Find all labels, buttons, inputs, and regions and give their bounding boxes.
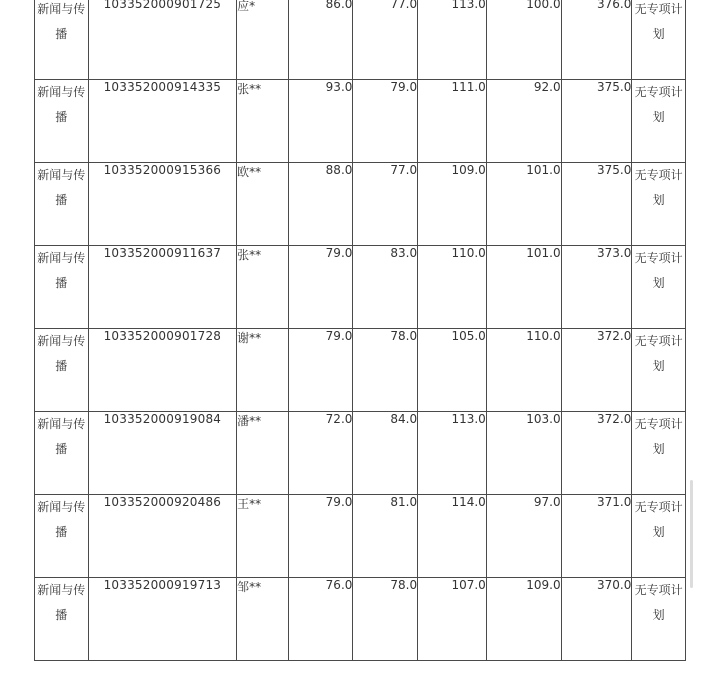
total-score-cell: 376.0 [561, 0, 632, 80]
special-plan-cell: 无专项计划 [632, 412, 686, 495]
total-score-cell: 370.0 [561, 578, 632, 661]
score-subject-two-cell: 110.0 [486, 329, 561, 412]
score-foreign-language-cell: 78.0 [353, 329, 418, 412]
scrollbar[interactable] [690, 480, 693, 588]
score-subject-one-cell: 111.0 [418, 80, 487, 163]
score-subject-one-cell: 105.0 [418, 329, 487, 412]
score-subject-two-cell: 103.0 [486, 412, 561, 495]
total-score-cell: 373.0 [561, 246, 632, 329]
candidate-name-cell: 潘** [237, 412, 289, 495]
score-politics-cell: 93.0 [288, 80, 353, 163]
table-row [35, 163, 686, 246]
score-subject-two-cell: 97.0 [486, 495, 561, 578]
table-row [35, 578, 686, 661]
score-politics-cell: 86.0 [288, 0, 353, 80]
special-plan-cell: 无专项计划 [632, 80, 686, 163]
score-foreign-language-cell: 84.0 [353, 412, 418, 495]
special-plan-cell: 无专项计划 [632, 329, 686, 412]
special-plan-cell: 无专项计划 [632, 246, 686, 329]
total-score-cell: 371.0 [561, 495, 632, 578]
table-row [35, 329, 686, 412]
total-score-cell: 372.0 [561, 412, 632, 495]
total-score-cell: 375.0 [561, 163, 632, 246]
candidate-id-cell: 103352000901728 [88, 329, 237, 412]
score-subject-one-cell: 113.0 [418, 0, 487, 80]
score-politics-cell: 79.0 [288, 329, 353, 412]
score-subject-one-cell: 109.0 [418, 163, 487, 246]
special-plan-cell: 无专项计划 [632, 0, 686, 80]
major-cell: 新闻与传播 [35, 329, 89, 412]
score-subject-one-cell: 107.0 [418, 578, 487, 661]
score-subject-one-cell: 113.0 [418, 412, 487, 495]
candidate-name-cell: 欧** [237, 163, 289, 246]
score-foreign-language-cell: 79.0 [353, 80, 418, 163]
score-subject-two-cell: 101.0 [486, 246, 561, 329]
candidate-name-cell: 邹** [237, 578, 289, 661]
special-plan-cell: 无专项计划 [632, 495, 686, 578]
score-foreign-language-cell: 81.0 [353, 495, 418, 578]
score-politics-cell: 76.0 [288, 578, 353, 661]
candidate-id-cell: 103352000919084 [88, 412, 237, 495]
major-cell: 新闻与传播 [35, 412, 89, 495]
score-politics-cell: 72.0 [288, 412, 353, 495]
candidate-id-cell: 103352000919713 [88, 578, 237, 661]
table-row [35, 495, 686, 578]
candidate-id-cell: 103352000915366 [88, 163, 237, 246]
candidate-name-cell: 应* [237, 0, 289, 80]
major-cell: 新闻与传播 [35, 246, 89, 329]
major-cell: 新闻与传播 [35, 80, 89, 163]
score-foreign-language-cell: 77.0 [353, 163, 418, 246]
score-foreign-language-cell: 78.0 [353, 578, 418, 661]
table-row [35, 246, 686, 329]
score-foreign-language-cell: 83.0 [353, 246, 418, 329]
candidate-id-cell: 103352000914335 [88, 80, 237, 163]
table-body [35, 0, 686, 661]
score-foreign-language-cell: 77.0 [353, 0, 418, 80]
special-plan-cell: 无专项计划 [632, 578, 686, 661]
candidate-name-cell: 张** [237, 246, 289, 329]
major-cell: 新闻与传播 [35, 578, 89, 661]
candidate-id-cell: 103352000901725 [88, 0, 237, 80]
total-score-cell: 372.0 [561, 329, 632, 412]
score-subject-one-cell: 110.0 [418, 246, 487, 329]
score-subject-one-cell: 114.0 [418, 495, 487, 578]
candidate-id-cell: 103352000911637 [88, 246, 237, 329]
score-subject-two-cell: 101.0 [486, 163, 561, 246]
candidate-id-cell: 103352000920486 [88, 495, 237, 578]
table-row [35, 80, 686, 163]
admission-score-table [34, 0, 686, 661]
major-cell: 新闻与传播 [35, 163, 89, 246]
score-subject-two-cell: 92.0 [486, 80, 561, 163]
score-subject-two-cell: 100.0 [486, 0, 561, 80]
candidate-name-cell: 谢** [237, 329, 289, 412]
score-politics-cell: 79.0 [288, 495, 353, 578]
table-row [35, 0, 686, 80]
special-plan-cell: 无专项计划 [632, 163, 686, 246]
total-score-cell: 375.0 [561, 80, 632, 163]
score-politics-cell: 79.0 [288, 246, 353, 329]
candidate-name-cell: 王** [237, 495, 289, 578]
candidate-name-cell: 张** [237, 80, 289, 163]
score-subject-two-cell: 109.0 [486, 578, 561, 661]
score-politics-cell: 88.0 [288, 163, 353, 246]
table-row [35, 412, 686, 495]
major-cell: 新闻与传播 [35, 495, 89, 578]
major-cell: 新闻与传播 [35, 0, 89, 80]
